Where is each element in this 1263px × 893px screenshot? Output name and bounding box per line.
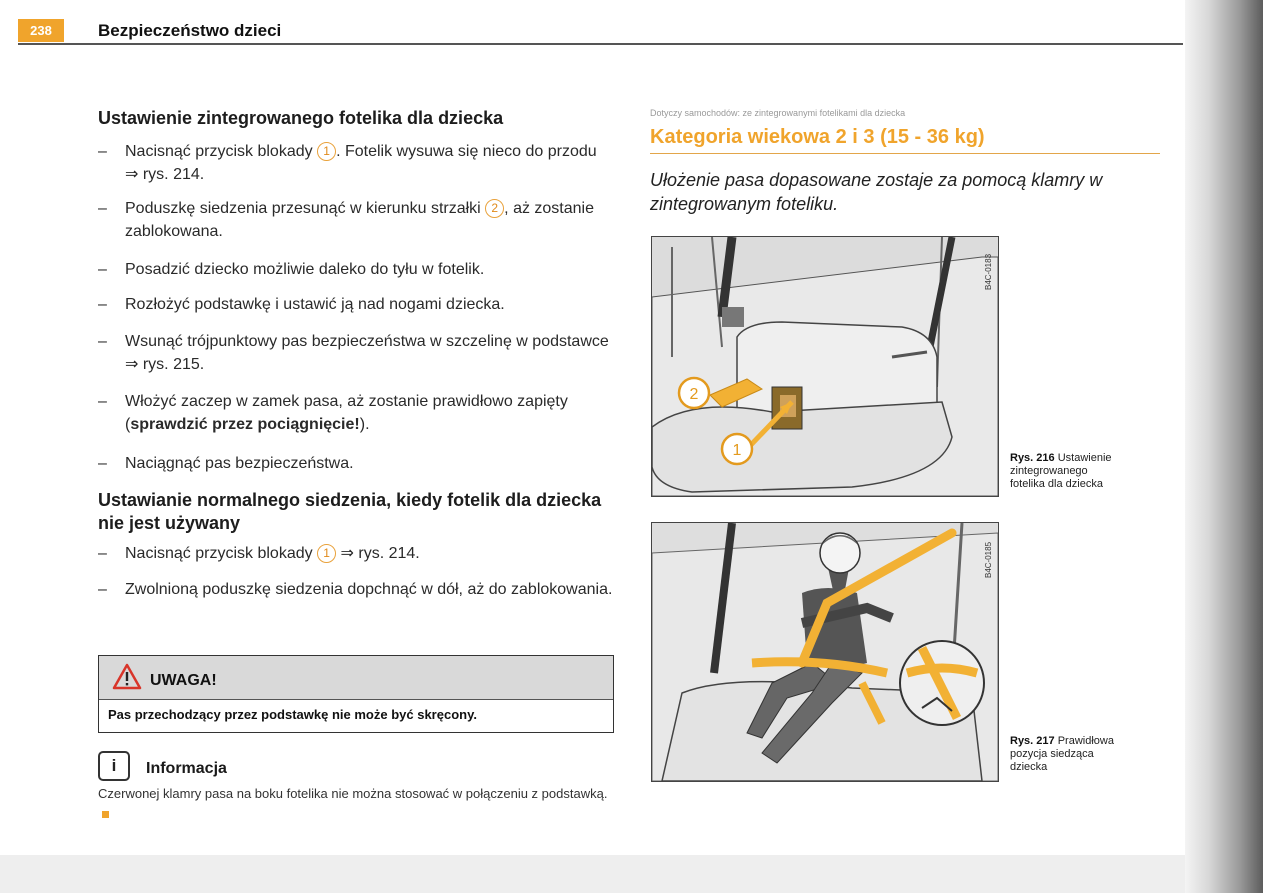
figure-marker-1: 1 [732,442,742,459]
info-text: Czerwonej klamry pasa na boku fotelika nie można stosować w połączeniu z podstawką. [98,784,608,824]
header-rule [18,43,1183,45]
intro-text: Ułożenie pasa dopasowane zostaje za pomocą klamry w zintegrowanym foteliku. [650,170,1103,214]
list-item: – Naciągnąć pas bezpieczeństwa. [98,455,354,472]
figure-caption: Rys. 217 Prawidłowa pozycja siedząca dziecka [1010,735,1114,773]
category-title: Kategoria wiekowa 2 i 3 (15 - 36 kg) [650,126,985,148]
list-item: – Rozłożyć podstawkę i ustawić ją nad nogami dziecka. [98,296,505,313]
category-rule [650,153,1160,154]
section-title-normal-seat: Ustawianie normalnego siedzenia, kiedy fotelik dla dziecka nie jest używany [98,490,602,533]
context-note: Dotyczy samochodów: ze zintegrowanymi fotelikami dla dziecka [650,108,906,118]
list-item: – Poduszkę siedzenia przesunąć w kierunku strzałki 2 , aż zostanie zablokowana. [98,200,594,240]
list-item: – Nacisnąć przycisk blokady 1 . Fotelik wysuwa się nieco do przodu ⇒ rys. 214. [98,143,597,183]
child-seated-illustration [652,523,998,781]
marker-1: 1 [317,142,336,161]
warning-title: UWAGA! [150,672,217,689]
marker-2: 2 [485,199,504,218]
figure-217 [651,522,999,782]
marker-1: 1 [317,544,336,563]
page-number: 238 [18,19,64,42]
figure-marker-2: 2 [689,386,699,403]
warning-triangle-icon [112,663,142,690]
figure-id: B4C-0183 [984,253,993,290]
figure-caption: Rys. 216 Ustawienie zintegrowanego fotelika dla dziecka [1010,452,1112,490]
info-title: Informacja [146,760,227,777]
section-title-setup: Ustawienie zintegrowanego fotelika dla dziecka [98,108,504,128]
info-icon: i [98,751,130,781]
seat-booster-illustration [652,237,998,496]
warning-text: Pas przechodzący przez podstawkę nie może być skręcony. [108,707,477,722]
end-mark [102,811,109,818]
bottom-strip [0,855,1185,893]
list-item: – Włożyć zaczep w zamek pasa, aż zostanie prawidłowo zapięty (sprawdzić przez pociągnięcie!). [98,393,568,433]
list-item: – Zwolnioną poduszkę siedzenia dopchnąć w dół, aż do zablokowania. [98,581,613,598]
page-spine-shadow [1185,0,1263,893]
list-item: – Wsunąć trójpunktowy pas bezpieczeństwa w szczelinę w podstawce ⇒ rys. 215. [98,333,609,373]
list-item: – Posadzić dziecko możliwie daleko do tyłu w fotelik. [98,261,485,278]
chapter-title: Bezpieczeństwo dzieci [98,21,282,40]
figure-id: B4C-0185 [984,541,993,578]
figure-216 [651,236,999,497]
list-item: – Nacisnąć przycisk blokady 1 ⇒ rys. 214. [98,545,420,562]
